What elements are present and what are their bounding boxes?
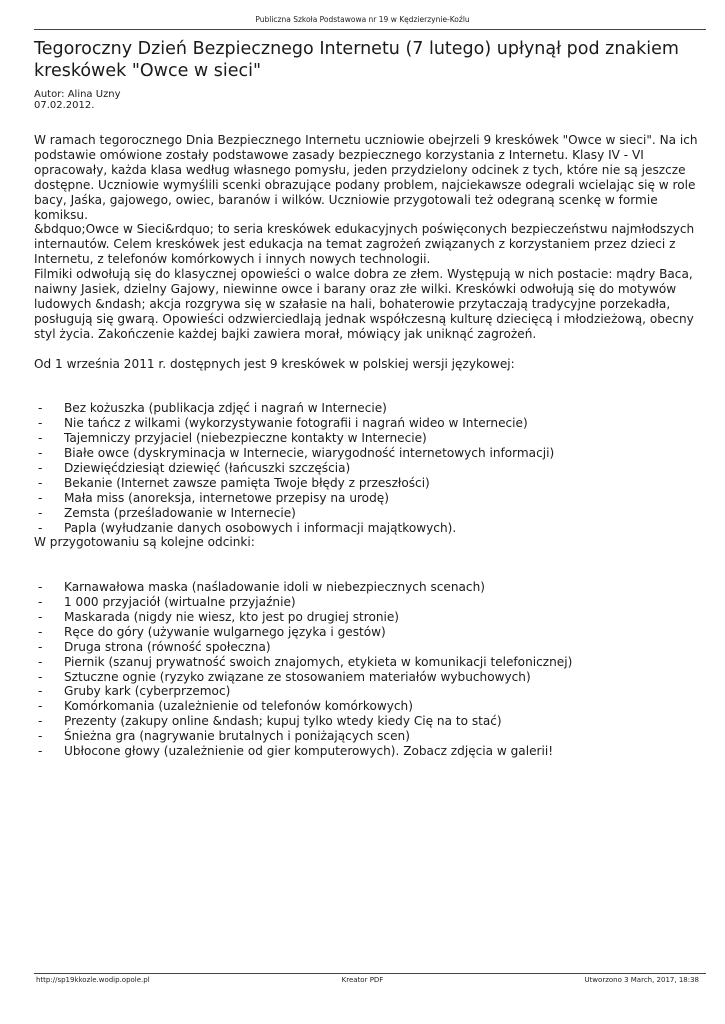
list-dash: -: [38, 714, 43, 729]
episode-item: [34, 729, 714, 744]
episode-text: Mała miss (anoreksja, internetowe przepisy na urodę): [64, 490, 389, 505]
episode-text: Dziewięćdziesiąt dziewięć (łańcuszki szczęścia): [64, 460, 351, 475]
article-title: Tegoroczny Dzień Bezpiecznego Internetu (7 lutego) upłynął pod znakiem kreskówek "Owce w sieci": [34, 39, 679, 81]
episode-text: Bekanie (Internet zawsze pamięta Twoje błędy z przeszłości): [64, 475, 430, 490]
upcoming-intro: W przygotowaniu są kolejne odcinki:: [34, 535, 255, 550]
article-body: [34, 133, 714, 759]
list-dash: -: [38, 520, 43, 535]
list-dash: -: [38, 490, 43, 505]
episode-item: [34, 416, 714, 431]
list-dash: -: [38, 699, 43, 714]
paragraph-story: Filmiki odwołują się do klasycznej opowieści o walce dobra ze złem. Występują w nich postacie: mądry Baca, naiwny Jasiek, dzielny Gajowy, niewinne owce i barany oraz złe wilki. Kreskówki odwołują się do motywów ludowych &ndash; akcja rozgrywa się w szałasie na hali, bohaterowie przytaczają tradycyjne porzekadła, posługują się gwarą. Opowieści odzwierciedlają jednak współczesną kulturę dziecięcą i młodzieżową, obecny styl życia. Zakończenie każdej bajki zawiera morał, mówiący jak uniknąć zagrożeń.: [34, 267, 694, 341]
available-intro: Od 1 września 2011 r. dostępnych jest 9 kreskówek w polskiej wersji językowej:: [34, 356, 515, 371]
episode-text: Komórkomania (uzależnienie od telefonów komórkowych): [64, 699, 413, 714]
list-dash: -: [38, 580, 43, 595]
list-dash: -: [38, 654, 43, 669]
episode-text: Sztuczne ognie (ryzyko związane ze stosowaniem materiałów wybuchowych): [64, 669, 531, 684]
episode-item: [34, 521, 714, 536]
list-dash: -: [38, 609, 43, 624]
list-dash: -: [38, 669, 43, 684]
list-dash: -: [38, 595, 43, 610]
episode-text: Karnawałowa maska (naśladowanie idoli w niebezpiecznych scenach): [64, 580, 485, 595]
episode-text: Gruby kark (cyberprzemoc): [64, 684, 231, 699]
episode-item: [34, 491, 714, 506]
publish-date: 07.02.2012.: [34, 100, 95, 111]
episode-text: Piernik (szanuj prywatność swoich znajomych, etykieta w komunikacji telefonicznej): [64, 654, 573, 669]
episode-text: Ubłocone głowy (uzależnienie od gier komputerowych). Zobacz zdjęcia w galerii!: [64, 744, 554, 759]
list-dash: -: [38, 639, 43, 654]
episode-text: Maskarada (nigdy nie wiesz, kto jest po drugiej stronie): [64, 609, 400, 624]
episode-item: [34, 595, 714, 610]
author-line: Autor: Alina Uzny: [34, 89, 121, 100]
list-dash: -: [38, 475, 43, 490]
episode-text: Ręce do góry (używanie wulgarnego języka i gestów): [64, 624, 386, 639]
list-dash: -: [38, 445, 43, 460]
list-dash: -: [38, 401, 43, 416]
list-dash: -: [38, 505, 43, 520]
episode-item: [34, 625, 714, 640]
episode-item: [34, 506, 714, 521]
list-dash: -: [38, 744, 43, 759]
episode-text: Papla (wyłudzanie danych osobowych i informacji majątkowych).: [64, 520, 457, 535]
header-divider: [34, 29, 706, 30]
list-dash: -: [38, 431, 43, 446]
episode-text: Bez kożuszka (publikacja zdjęć i nagrań w Internecie): [64, 401, 387, 416]
episode-item: [34, 446, 714, 461]
episode-item: [34, 699, 714, 714]
paragraph-intro: W ramach tegorocznego Dnia Bezpiecznego Internetu uczniowie obejrzeli 9 kreskówek "Owce w sieci". Na ich podstawie omówione zostały podstawowe zasady bezpiecznego korzystania z Internetu. Klasy IV - VI opracowały, każda klasa według własnego pomysłu, jeden przydzielony odcinek z tych, które nie są jeszcze dostępne. Uczniowie wymyślili scenki obrazujące podany problem, najciekawsze odegrali wcielając się w role bacy, Jaśka, gajowego, owiec, baranów i wilków. Uczniowie przygotowali też odegraną scenkę w formie komiksu.: [34, 133, 698, 222]
list-dash: -: [38, 460, 43, 475]
episode-text: Druga strona (równość społeczna): [64, 639, 271, 654]
footer-divider: [34, 973, 706, 974]
episode-text: Nie tańcz z wilkami (wykorzystywanie fotografii i nagrań wideo w Internecie): [64, 416, 528, 431]
episode-item: [34, 714, 714, 729]
footer-created: Utworzono 3 March, 2017, 18:38: [584, 976, 699, 984]
episode-text: Białe owce (dyskryminacja w Internecie, wiarygodność internetowych informacji): [64, 445, 555, 460]
episode-text: Tajemniczy przyjaciel (niebezpieczne kontakty w Internecie): [64, 431, 427, 446]
episode-item: [34, 640, 714, 655]
paragraph-series: &bdquo;Owce w Sieci&rdquo; to seria kreskówek edukacyjnych poświęconych bezpieczeństwu najmłodszych internautów. Celem kreskówek jest edukacja na temat zagrożeń związanych z korzystaniem przez dzieci z Internetu, z telefonów komórkowych i innych nowych technologii.: [34, 222, 695, 267]
episode-item: [34, 431, 714, 446]
episode-item: [34, 670, 714, 685]
list-dash: -: [38, 416, 43, 431]
episode-item: [34, 610, 714, 625]
episode-item: [34, 401, 714, 416]
footer-generator: Kreator PDF: [341, 976, 384, 984]
article-meta: [34, 89, 121, 111]
episode-item: [34, 655, 714, 670]
episode-text: Zemsta (prześladowanie w Internecie): [64, 505, 296, 520]
episode-item: [34, 744, 714, 759]
list-dash: -: [38, 624, 43, 639]
list-dash: -: [38, 729, 43, 744]
episode-item: [34, 580, 714, 595]
available-episodes-list: [34, 401, 714, 535]
list-dash: -: [38, 684, 43, 699]
episode-item: [34, 476, 714, 491]
footer-url[interactable]: http://sp19kkozle.wodip.opole.pl: [36, 976, 150, 984]
episode-text: 1 000 przyjaciół (wirtualne przyjaźnie): [64, 595, 296, 610]
school-header: Publiczna Szkoła Podstawowa nr 19 w Kędzierzynie-Koźlu: [255, 15, 470, 24]
episode-text: Prezenty (zakupy online &ndash; kupuj tylko wtedy kiedy Cię na to stać): [64, 714, 502, 729]
episode-text: Śnieżna gra (nagrywanie brutalnych i poniżających scen): [64, 729, 410, 744]
episode-item: [34, 684, 714, 699]
upcoming-episodes-list: [34, 580, 714, 759]
episode-item: [34, 461, 714, 476]
